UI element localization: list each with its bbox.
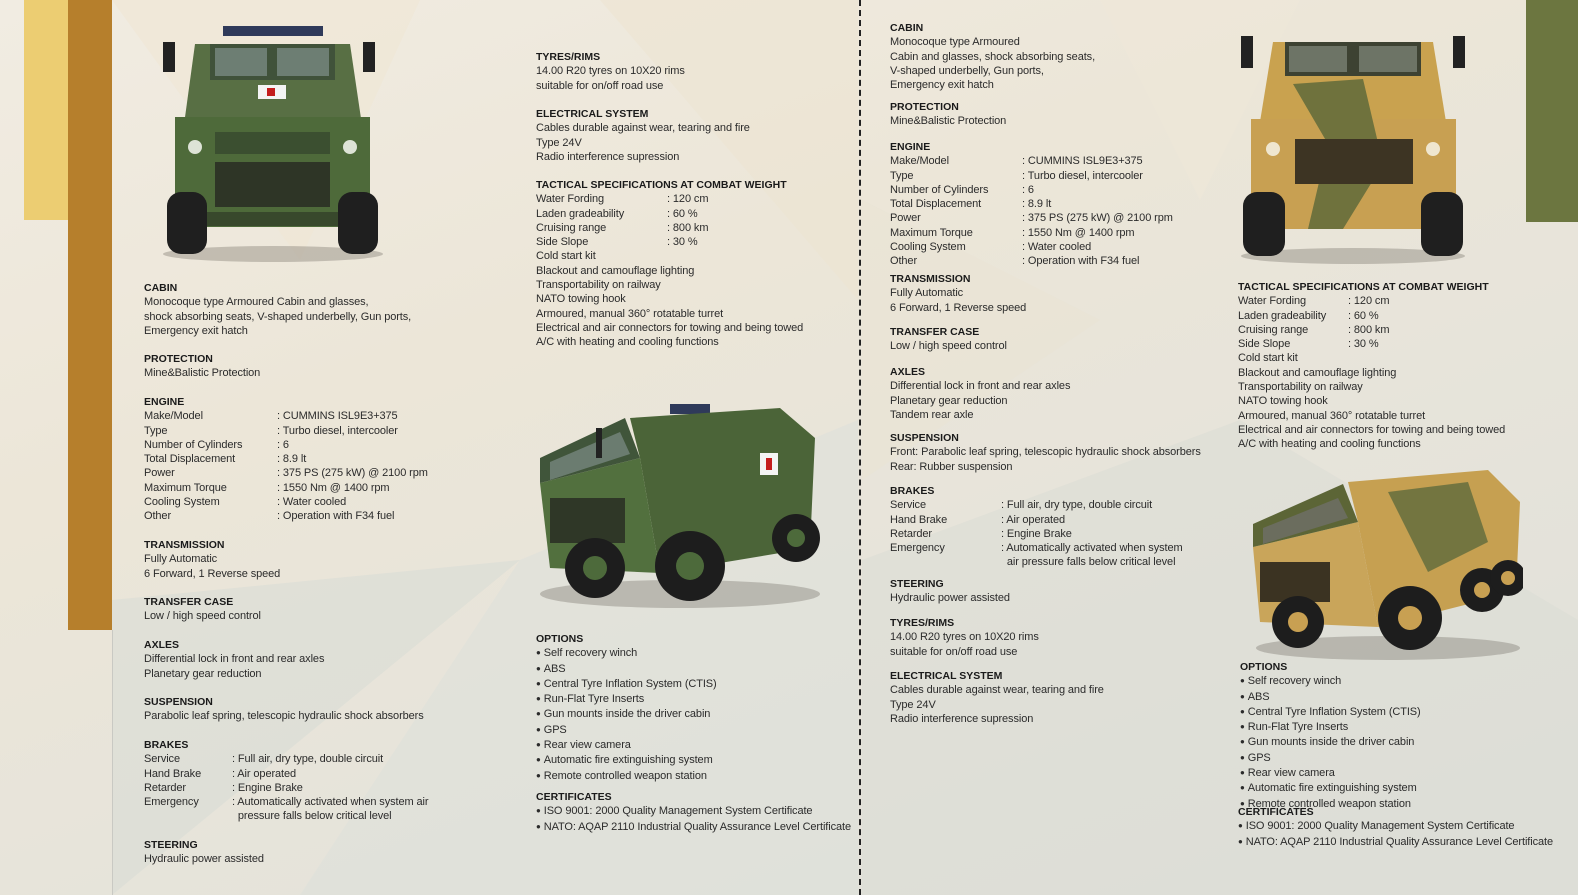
text-line: Cables durable against wear, tearing and fire [890,684,1104,697]
section-title: TRANSMISSION [890,273,971,285]
right-tactical-section [1238,280,1538,452]
left-transfer-case-section [144,595,464,624]
spec-key [890,555,1001,569]
right-tyres-section [890,616,1210,659]
option-item: ● Rear view camera [1240,766,1540,781]
right-options-section [1240,660,1540,812]
section-title: TRANSFER CASE [890,326,980,338]
text-line: Rear: Rubber suspension [890,460,1013,473]
section-title: CERTIFICATES [1238,806,1314,818]
option-item: ● Gun mounts inside the driver cabin [1240,735,1540,750]
option-item: ● Central Tyre Inflation System (CTIS) [536,677,836,692]
section-title: SUSPENSION [890,432,959,444]
left-steering-section [144,838,464,867]
text-line: Cold start kit [1238,352,1298,365]
spec-row [890,226,1220,240]
text-line: Differential lock in front and rear axles [144,653,325,666]
spec-row [890,498,1220,512]
spec-key: Retarder [890,527,932,540]
text-line: Type 24V [890,698,936,711]
section-title: PROTECTION [144,353,213,365]
certificate-item: ● ISO 9001: 2000 Quality Management System Certificate [1238,819,1558,834]
spec-value: : CUMMINS ISL9E3+375 [1022,155,1143,168]
right-axles-section [890,365,1210,422]
text-line: Fully Automatic [890,287,964,300]
spec-key: Service [144,753,180,766]
left-engine-section [144,395,474,524]
right-steering-section [890,577,1210,606]
section-title: TYRES/RIMS [536,51,601,63]
spec-key: Power [144,467,175,480]
option-item: ● Automatic fire extinguishing system [536,753,836,768]
spec-row [536,221,846,235]
spec-row [144,509,474,523]
section-title: STEERING [890,578,944,590]
spec-row [144,809,474,823]
spec-value: : 60 % [667,207,698,220]
spec-value: : 8.9 lt [1022,198,1052,211]
right-transfer-case-section [890,325,1210,354]
spec-key: Make/Model [890,155,949,168]
yellow-band [24,0,68,220]
section-title: ENGINE [144,396,185,408]
section-title: STEERING [144,839,198,851]
spec-key: Number of Cylinders [890,183,989,196]
page-fold-divider [859,0,861,895]
section-title: OPTIONS [1240,661,1288,673]
text-line: 6 Forward, 1 Reverse speed [144,567,281,580]
spec-row [144,767,474,781]
camo-vehicle-side-image [1238,462,1523,662]
spec-value: : 8.9 lt [277,453,307,466]
spec-value: : Automatically activated when system [1001,542,1183,555]
text-line: Emergency exit hatch [144,324,248,337]
section-title: CABIN [144,282,178,294]
spec-row [1238,309,1538,323]
right-engine-section [890,140,1220,269]
spec-key: Type [890,169,914,182]
text-line: Transportability on railway [536,279,661,292]
text-line: Transportability on railway [1238,381,1363,394]
left-protection-section [144,352,464,381]
spec-key: Number of Cylinders [144,438,243,451]
spec-key: Hand Brake [144,767,202,780]
option-item: ● Central Tyre Inflation System (CTIS) [1240,705,1540,720]
text-line: NATO towing hook [536,293,626,306]
spec-value: : 120 cm [667,193,709,206]
section-title: AXLES [144,639,180,651]
text-line: Armoured, manual 360° rotatable turret [1238,409,1426,422]
olive-band [1526,0,1578,222]
text-line: Hydraulic power assisted [890,592,1010,605]
section-title: TACTICAL SPECIFICATIONS AT COMBAT WEIGHT [1238,281,1489,293]
spec-value: : Water cooled [1022,241,1092,254]
spec-row [890,154,1220,168]
spec-key: Water Fording [1238,295,1306,308]
option-item: ● Remote controlled weapon station [536,769,836,784]
spec-row [144,452,474,466]
spec-value: : Operation with F34 fuel [1022,255,1140,268]
green-vehicle-front-image [155,22,390,262]
spec-key: Emergency [890,542,945,555]
text-line: Cabin and glasses, shock absorbing seats, [890,50,1096,63]
option-item: ● Run-Flat Tyre Inserts [536,692,836,707]
spec-value: : Air operated [1001,513,1066,526]
text-line: Electrical and air connectors for towing and being towed [536,321,804,334]
spec-value: : Turbo diesel, intercooler [1022,169,1143,182]
option-item: ● Run-Flat Tyre Inserts [1240,720,1540,735]
left-certificates-section [536,790,851,835]
spec-key: Service [890,499,926,512]
option-item: ● GPS [1240,751,1540,766]
section-title: TYRES/RIMS [890,617,955,629]
text-line: Parabolic leaf spring, telescopic hydraulic shock absorbers [144,710,424,723]
spec-row [890,240,1220,254]
spec-row [1238,337,1538,351]
section-title: ENGINE [890,141,931,153]
spec-row [890,513,1220,527]
text-line: Mine&Balistic Protection [890,115,1007,128]
section-title: BRAKES [890,485,935,497]
spec-row [890,211,1220,225]
text-line: Front: Parabolic leaf spring, telescopic hydraulic shock absorbers [890,446,1201,459]
text-line: Radio interference supression [536,150,680,163]
spec-key: Other [144,510,172,523]
section-title: SUSPENSION [144,696,213,708]
text-line: Fully Automatic [144,553,218,566]
spec-row [144,438,474,452]
text-line: 14.00 R20 tyres on 10X20 rims [890,631,1039,644]
text-line: V-shaped underbelly, Gun ports, [890,64,1044,77]
section-title: TRANSFER CASE [144,596,234,608]
text-line: Tandem rear axle [890,408,974,421]
certificate-item: ● ISO 9001: 2000 Quality Management System Certificate [536,804,851,819]
spec-key: Type [144,424,168,437]
spec-row [890,541,1220,555]
option-item: ● ABS [1240,690,1540,705]
spec-value: : Full air, dry type, double circuit [1001,499,1153,512]
spec-row [144,495,474,509]
spec-row [536,207,846,221]
spec-key: Side Slope [536,236,589,249]
spec-value: : CUMMINS ISL9E3+375 [277,410,398,423]
text-line: Cold start kit [536,250,596,263]
right-electrical-section [890,669,1210,726]
spec-value: : Air operated [232,767,297,780]
text-line: Differential lock in front and rear axles [890,380,1071,393]
spec-row [144,424,474,438]
spec-row [890,197,1220,211]
text-line: A/C with heating and cooling functions [1238,438,1421,451]
option-item: ● Self recovery winch [536,646,836,661]
right-certificates-section [1238,805,1558,850]
spec-value: : 6 [277,438,289,451]
text-line: Armoured, manual 360° rotatable turret [536,307,724,320]
left-electrical-section [536,107,836,164]
section-title: AXLES [890,366,926,378]
spec-row [890,183,1220,197]
spec-value: : 120 cm [1348,295,1390,308]
right-protection-section [890,100,1210,129]
option-item: ● Remote controlled weapon station [1240,797,1540,812]
spec-key: Make/Model [144,410,203,423]
spec-row [890,169,1220,183]
spec-value: : Automatically activated when system air [232,796,429,809]
left-suspension-section [144,695,484,724]
option-item: ● GPS [536,723,836,738]
spec-value: : 30 % [667,236,698,249]
spec-row [1238,323,1538,337]
spec-value: : 375 PS (275 kW) @ 2100 rpm [277,467,428,480]
right-cabin-section [890,21,1210,92]
certificate-item: ● NATO: AQAP 2110 Industrial Quality Assurance Level Certificate [536,820,851,835]
spec-value: : 375 PS (275 kW) @ 2100 rpm [1022,212,1173,225]
text-line: Monocoque type Armoured Cabin and glasses, [144,296,369,309]
text-line: suitable for on/off road use [536,79,664,92]
spec-value: : 1550 Nm @ 1400 rpm [277,481,390,494]
spec-row [144,781,474,795]
spec-value: : Operation with F34 fuel [277,510,395,523]
text-line: Hydraulic power assisted [144,853,264,866]
section-title: OPTIONS [536,633,584,645]
text-line: NATO towing hook [1238,395,1328,408]
text-line: 6 Forward, 1 Reverse speed [890,301,1027,314]
spec-key: Total Displacement [144,453,236,466]
spec-key [144,809,232,823]
option-item: ● Self recovery winch [1240,674,1540,689]
spec-row [890,555,1220,569]
option-item: ● Rear view camera [536,738,836,753]
spec-row [536,192,846,206]
spec-row [144,795,474,809]
spec-value: : 800 km [1348,323,1390,336]
spec-key: Maximum Torque [890,226,973,239]
spec-key: Cruising range [1238,323,1309,336]
text-line: Planetary gear reduction [144,667,262,680]
spec-key: Side Slope [1238,338,1291,351]
spec-row [144,481,474,495]
text-line: Blackout and camouflage lighting [536,264,695,277]
spec-key: Cooling System [144,496,220,509]
text-line: Monocoque type Armoured [890,36,1020,49]
text-line: Blackout and camouflage lighting [1238,366,1397,379]
text-line: Type 24V [536,136,582,149]
section-title: TRANSMISSION [144,539,225,551]
left-tactical-section [536,178,846,350]
option-item: ● ABS [536,662,836,677]
left-tyres-section [536,50,836,93]
text-line: Planetary gear reduction [890,394,1008,407]
section-title: PROTECTION [890,101,959,113]
spec-key: Laden gradeability [536,207,625,220]
bronze-band [68,0,112,630]
section-title: BRAKES [144,739,189,751]
spec-value: : 30 % [1348,338,1379,351]
option-item: ● Automatic fire extinguishing system [1240,781,1540,796]
spec-row [890,527,1220,541]
text-line: Electrical and air connectors for towing and being towed [1238,423,1506,436]
right-transmission-section [890,272,1210,315]
spec-key: Total Displacement [890,198,982,211]
text-line: Low / high speed control [890,340,1007,353]
left-options-section [536,632,836,784]
spec-key: Power [890,212,921,225]
spec-row [144,466,474,480]
text-line: Emergency exit hatch [890,79,994,92]
spec-value: : 6 [1022,183,1034,196]
spec-key: Other [890,255,918,268]
spec-key: Water Fording [536,193,604,206]
spec-key: Cruising range [536,221,607,234]
camo-vehicle-front-image [1233,24,1473,264]
left-brakes-section [144,738,474,824]
right-brakes-section [890,484,1220,570]
green-vehicle-side-image [520,398,820,613]
text-line: Radio interference supression [890,712,1034,725]
spec-key: Cooling System [890,241,966,254]
spec-value: : Water cooled [277,496,347,509]
spec-row [1238,294,1538,308]
spec-value: : 800 km [667,221,709,234]
text-line: Low / high speed control [144,610,261,623]
left-transmission-section [144,538,464,581]
option-item: ● Gun mounts inside the driver cabin [536,707,836,722]
certificate-item: ● NATO: AQAP 2110 Industrial Quality Assurance Level Certificate [1238,835,1558,850]
spec-key: Laden gradeability [1238,309,1327,322]
spec-key: Hand Brake [890,513,948,526]
spec-value: : Full air, dry type, double circuit [232,753,384,766]
right-suspension-section [890,431,1230,474]
spec-row [144,752,474,766]
spec-key: Retarder [144,781,186,794]
section-title: ELECTRICAL SYSTEM [890,670,1003,682]
spec-key: Maximum Torque [144,481,227,494]
section-title: CERTIFICATES [536,791,612,803]
spec-row [536,235,846,249]
section-title: CABIN [890,22,924,34]
text-line: Cables durable against wear, tearing and fire [536,122,750,135]
section-title: TACTICAL SPECIFICATIONS AT COMBAT WEIGHT [536,179,787,191]
text-line: shock absorbing seats, V-shaped underbelly, Gun ports, [144,310,412,323]
section-title: ELECTRICAL SYSTEM [536,108,649,120]
text-line: suitable for on/off road use [890,645,1018,658]
spec-value: air pressure falls below critical level [1001,556,1176,569]
text-line: A/C with heating and cooling functions [536,336,719,349]
spec-value: : 1550 Nm @ 1400 rpm [1022,226,1135,239]
text-line: Mine&Balistic Protection [144,367,261,380]
page-left-edge-line [112,630,113,895]
spec-key: Emergency [144,796,199,809]
text-line: 14.00 R20 tyres on 10X20 rims [536,65,685,78]
left-cabin-section [144,281,464,338]
spec-row [890,254,1220,268]
spec-value: : 60 % [1348,309,1379,322]
spec-value: : Turbo diesel, intercooler [277,424,398,437]
spec-value: : Engine Brake [1001,527,1072,540]
spec-row [144,409,474,423]
left-axles-section [144,638,464,681]
spec-value: pressure falls below critical level [232,810,392,823]
spec-value: : Engine Brake [232,781,303,794]
